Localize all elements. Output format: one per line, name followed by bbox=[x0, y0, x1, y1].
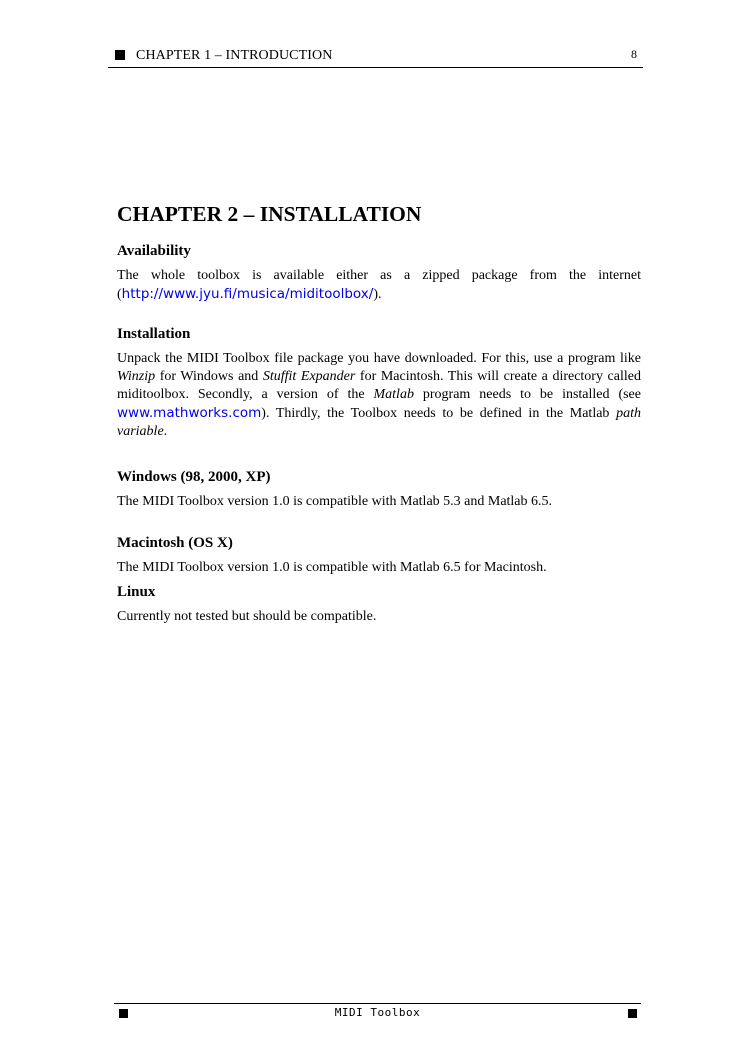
macintosh-text: The MIDI Toolbox version 1.0 is compatible with Matlab 6.5 for Macintosh. bbox=[117, 560, 547, 575]
footer-square-right bbox=[628, 1009, 637, 1018]
matlab-term: Matlab bbox=[373, 387, 414, 402]
page-number: 8 bbox=[631, 47, 637, 61]
linux-text: Currently not tested but should be compatible. bbox=[117, 609, 377, 624]
installation-text bbox=[117, 350, 641, 441]
section-installation bbox=[117, 324, 641, 441]
installation-text-part: program needs to be installed (see bbox=[413, 387, 641, 402]
installation-text-part: for Windows and bbox=[155, 369, 263, 384]
section-heading-macintosh: Macintosh (OS X) bbox=[117, 535, 233, 551]
mathworks-link[interactable]: www.mathworks.com bbox=[117, 405, 262, 421]
page-header bbox=[108, 47, 643, 68]
section-macintosh bbox=[117, 533, 641, 577]
installation-text-part: for Macintosh. This will create a directory called miditoolbox. Secondly, a version of the bbox=[117, 369, 641, 402]
stuffit-term: Stuffit Expander bbox=[262, 369, 356, 384]
availability-link-line bbox=[117, 285, 641, 304]
availability-text: The whole toolbox is available either as a zipped package from the internet bbox=[117, 268, 641, 283]
page-content bbox=[117, 200, 641, 626]
header-square-bullet bbox=[115, 50, 125, 60]
section-heading-installation: Installation bbox=[117, 326, 191, 342]
chapter-title: CHAPTER 2 – INSTALLATION bbox=[117, 202, 422, 226]
paren-close: ). bbox=[373, 287, 382, 302]
path-variable-term: path variable bbox=[117, 406, 641, 439]
section-heading-windows: Windows (98, 2000, XP) bbox=[117, 469, 271, 485]
footer-title: MIDI Toolbox bbox=[334, 1006, 421, 1019]
installation-text-part: Unpack the MIDI Toolbox file package you have downloaded. For this, use a program like bbox=[117, 351, 641, 366]
header-title: CHAPTER 1 – INTRODUCTION bbox=[136, 48, 333, 63]
section-heading-linux: Linux bbox=[117, 584, 156, 600]
section-heading-availability: Availability bbox=[117, 243, 191, 259]
winzip-term: Winzip bbox=[117, 369, 156, 384]
paren-open: ( bbox=[117, 287, 122, 302]
section-linux bbox=[117, 582, 641, 626]
page-footer bbox=[114, 1003, 641, 1022]
installation-text-part: . bbox=[163, 424, 168, 439]
section-availability bbox=[117, 241, 641, 304]
section-windows bbox=[117, 467, 641, 511]
toolbox-url-link[interactable]: http://www.jyu.fi/musica/miditoolbox/ bbox=[121, 286, 374, 302]
windows-text: The MIDI Toolbox version 1.0 is compatible with Matlab 5.3 and Matlab 6.5. bbox=[117, 494, 553, 509]
installation-text-part: ). Thirdly, the Toolbox needs to be defined in the Matlab bbox=[261, 406, 617, 421]
